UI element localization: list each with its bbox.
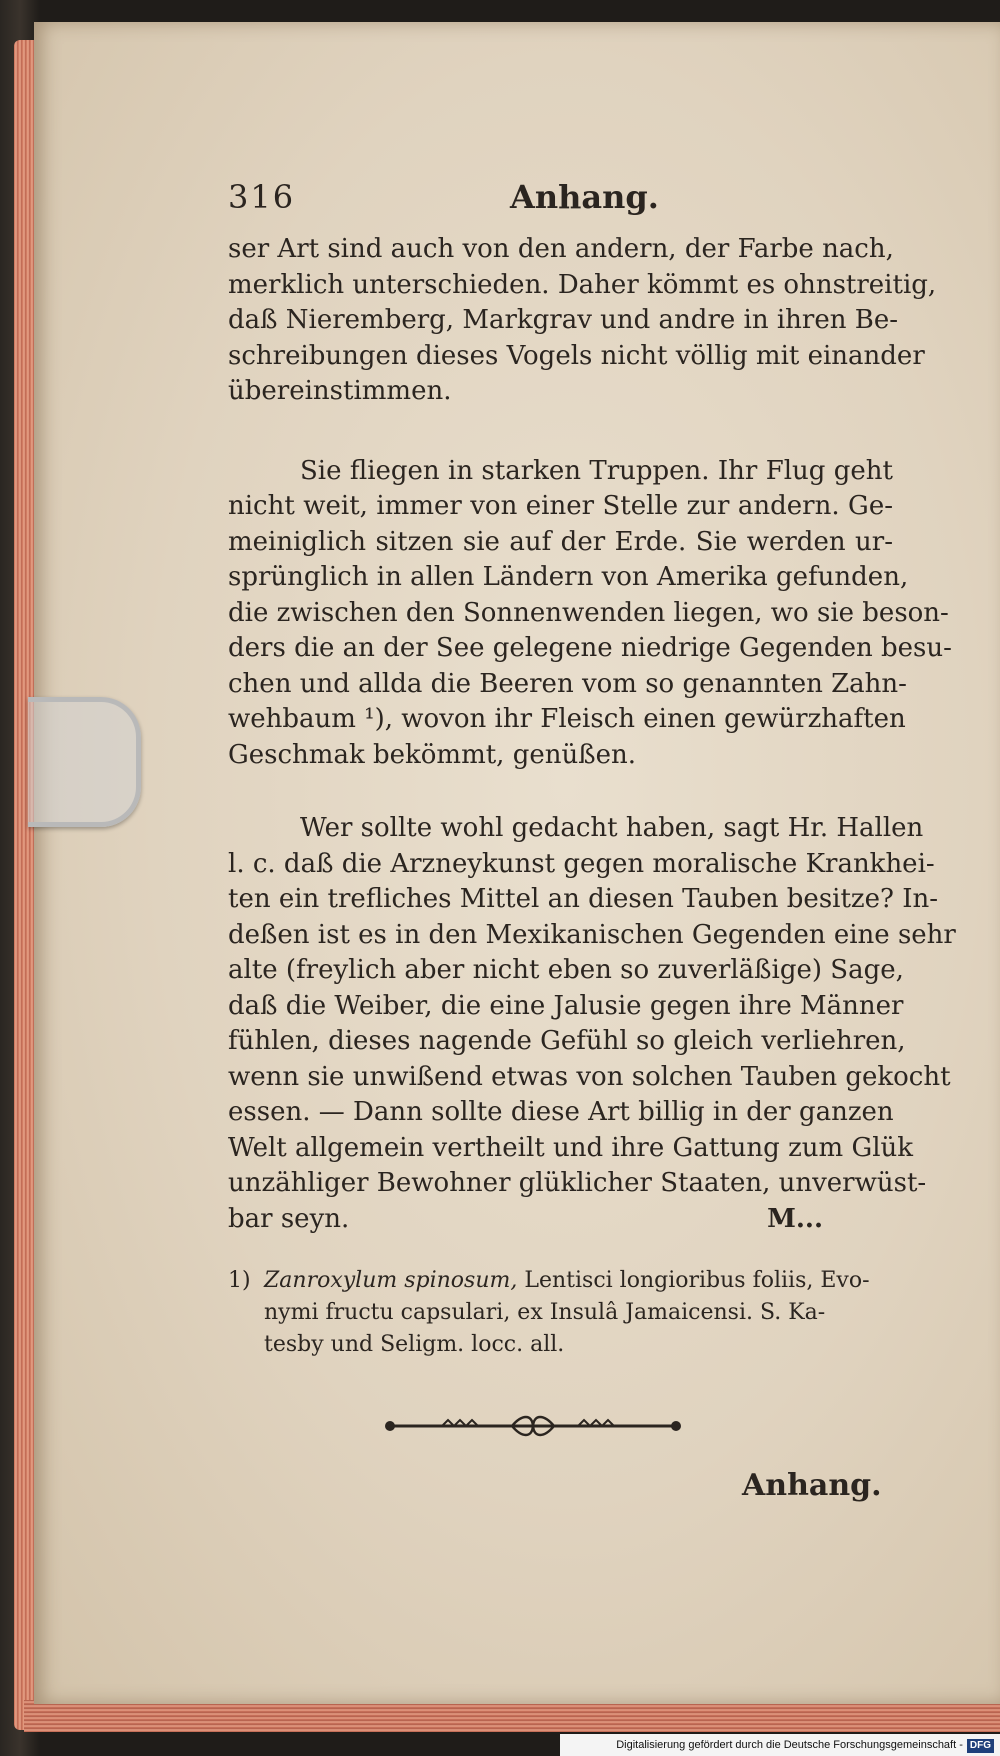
footnote-line [228,1265,893,1297]
text-line: unzähliger Bewohner glüklicher Staaten, unverwüst- [228,1168,927,1198]
text-line: ten ein trefliches Mittel an diesen Tauben besitze? In- [228,884,939,914]
paragraph-3 [228,811,956,1237]
footnote-latin-name: Zanroxylum spinosum, [264,1268,518,1293]
text-line: Wer sollte wohl gedacht haben, sagt Hr. Hallen [300,813,924,843]
text-line: sprünglich in allen Ländern von Amerika gefunden, [228,562,909,592]
text-line: übereinstimmen. [228,376,452,406]
text-line: ders die an der See gelegene niedrige Gegenden besu- [228,633,952,663]
page-clip [28,697,141,827]
text-line: l. c. daß die Arzneykunst gegen moralische Krankhei- [228,848,935,879]
footnote [228,1265,893,1361]
text-line: alte (freylich aber nicht eben so zuverläßige) Sage, [228,955,904,985]
text-line: wenn sie unwißend etwas von solchen Tauben gekocht [228,1061,951,1092]
text-line: ser Art sind auch von den andern, der Farbe nach, [228,234,894,264]
text-line: schreibungen dieses Vogels nicht völlig mit einander [228,340,925,371]
paragraph-1 [228,232,937,410]
page-text [228,176,956,1361]
text-line: die zwischen den Sonnenwenden liegen, wo sie beson- [228,597,949,628]
text-line: daß die Weiber, die eine Jalusie gegen ihre Männer [228,990,904,1021]
text-line: nicht weit, immer von einer Stelle zur andern. Ge- [228,491,893,521]
printer-ornament [382,1412,684,1440]
text-line: fühlen, dieses nagende Gefühl so gleich verliehren, [228,1026,906,1056]
author-signature: M... [767,1203,823,1234]
text-line: deßen ist es in den Mexikanischen Gegenden eine sehr [228,919,956,950]
text-line: daß Nieremberg, Markgrav und andre in ihren Be- [228,305,899,335]
closing-line [228,1202,893,1238]
text-line: Sie fliegen in starken Truppen. Ihr Flug geht [300,455,893,486]
page-number: 316 [228,178,296,216]
credit-text: Digitalisierung gefördert durch die Deutsche Forschungsgemeinschaft - [616,1739,963,1751]
text-line: merklich unterschieden. Daher kömmt es ohnstreitig, [228,269,937,300]
footnote-line: tesby und Seligm. locc. all. [264,1332,565,1357]
page-edges-bottom [24,1700,1000,1732]
text-line: wehbaum ¹), wovon ihr Fleisch einen gewürzhaften [228,704,906,734]
footnote-marker: 1) [228,1268,251,1293]
text-line: Geschmak bekömmt, genüßen. [228,739,636,770]
footnote-text: Lentisci longioribus foliis, Evo- [517,1268,870,1293]
footnote-line: nymi fructu capsulari, ex Insulâ Jamaicensi. S. Ka- [264,1300,826,1325]
page-header [228,176,893,232]
text-line: essen. — Dann sollte diese Art billig in der ganzen [228,1097,894,1127]
paragraph-2 [228,454,952,774]
dfg-logo: DFG [967,1739,994,1753]
text-line: bar seyn. [228,1203,350,1234]
text-line: chen und allda die Beeren vom so genannten Zahn- [228,668,907,699]
catchword: Anhang. [742,1468,882,1503]
text-line: Welt allgemein vertheilt und ihre Gattung zum Glük [228,1132,914,1163]
text-line: meiniglich sitzen sie auf der Erde. Sie werden ur- [228,526,893,557]
running-head: Anhang. [510,178,659,216]
digitization-credit [560,1734,1000,1756]
